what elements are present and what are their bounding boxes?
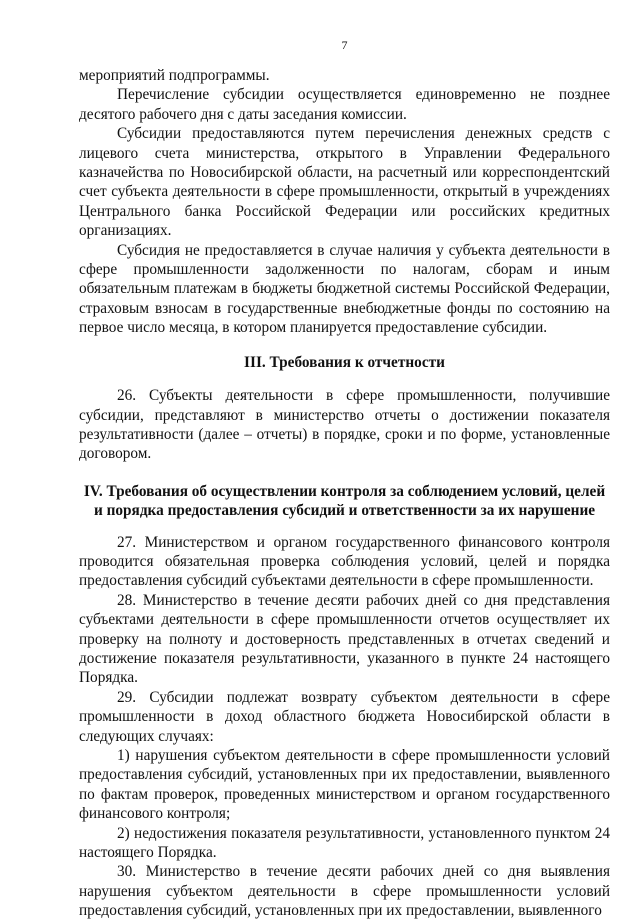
clause-29-item-2: 2) недостижения показателя результативности, установленного пунктом 24 настоящего Порядка. — [79, 824, 610, 862]
clause-27: 27. Министерством и органом государственного финансового контроля проводится обязательная проверка соблюдения условий, целей и порядка предоставления субсидий субъектами деятельности в сфере промышленности. — [79, 533, 610, 590]
paragraph-continuation: мероприятий подпрограммы. — [79, 67, 270, 84]
section-heading-control-line1: IV. Требования об осуществлении контроля за соблюдением условий, целей — [83, 482, 606, 500]
clause-30: 30. Министерство в течение десяти рабочих дней со дня выявления нарушения субъектом деятельности в сфере промышленности условий предоставления субсидий, установленных при их предоставлении, выявленного — [79, 863, 610, 920]
clause-28: 28. Министерство в течение десяти рабочих дней со дня представления субъектами деятельности в сфере промышленности отчетов осуществляет их проверку на полноту и достоверность представленных в отчетах сведений и достижение показателя результативности, указанного в пункте 24 настоящего Порядка. — [79, 591, 610, 687]
section-heading-control — [79, 482, 610, 521]
clause-29: 29. Субсидии подлежат возврату субъектом деятельности в сфере промышленности в доход областного бюджета Новосибирской области в следующих случаях: — [79, 688, 610, 745]
section-heading-control-line2: и порядка предоставления субсидий и ответственности за их нарушение — [93, 502, 596, 520]
clause-29-item-1: 1) нарушения субъектом деятельности в сфере промышленности условий предоставления субсидий, установленных при их предоставлении, выявленного по фактам проверок, проведенных министерством и органом государственного финансового контроля; — [79, 747, 610, 823]
section-heading-reporting: III. Требования к отчетности — [244, 353, 445, 371]
page-number: 7 — [341, 38, 348, 52]
paragraph-transfer-account: Субсидии предоставляются путем перечисления денежных средств с лицевого счета министерства, открытого в Управлении Федерального казначейства по Новосибирской области, на расчетный или корреспондентский счет субъекта деятельности в сфере промышленности, открытый в учреждениях Центрального банка Российской Федерации или российских кредитных организациях. — [79, 125, 610, 240]
paragraph-no-subsidy-debt: Субсидия не предоставляется в случае наличия у субъекта деятельности в сфере промышленности задолженности по налогам, сборам и иным обязательным платежам в бюджеты бюджетной системы Российской Федерации, страховым взносам в государственные внебюджетные фонды по состоянию на первое число месяца, в котором планируется предоставление субсидии. — [79, 241, 610, 337]
clause-26: 26. Субъекты деятельности в сфере промышленности, получившие субсидии, представляют в министерство отчеты о достижении показателя результативности (далее – отчеты) в порядке, сроки и по форме, установленные договором. — [79, 387, 610, 463]
paragraph-transfer-timing: Перечисление субсидии осуществляется единовременно не позднее десятого рабочего дня с даты заседания комиссии. — [79, 86, 610, 123]
